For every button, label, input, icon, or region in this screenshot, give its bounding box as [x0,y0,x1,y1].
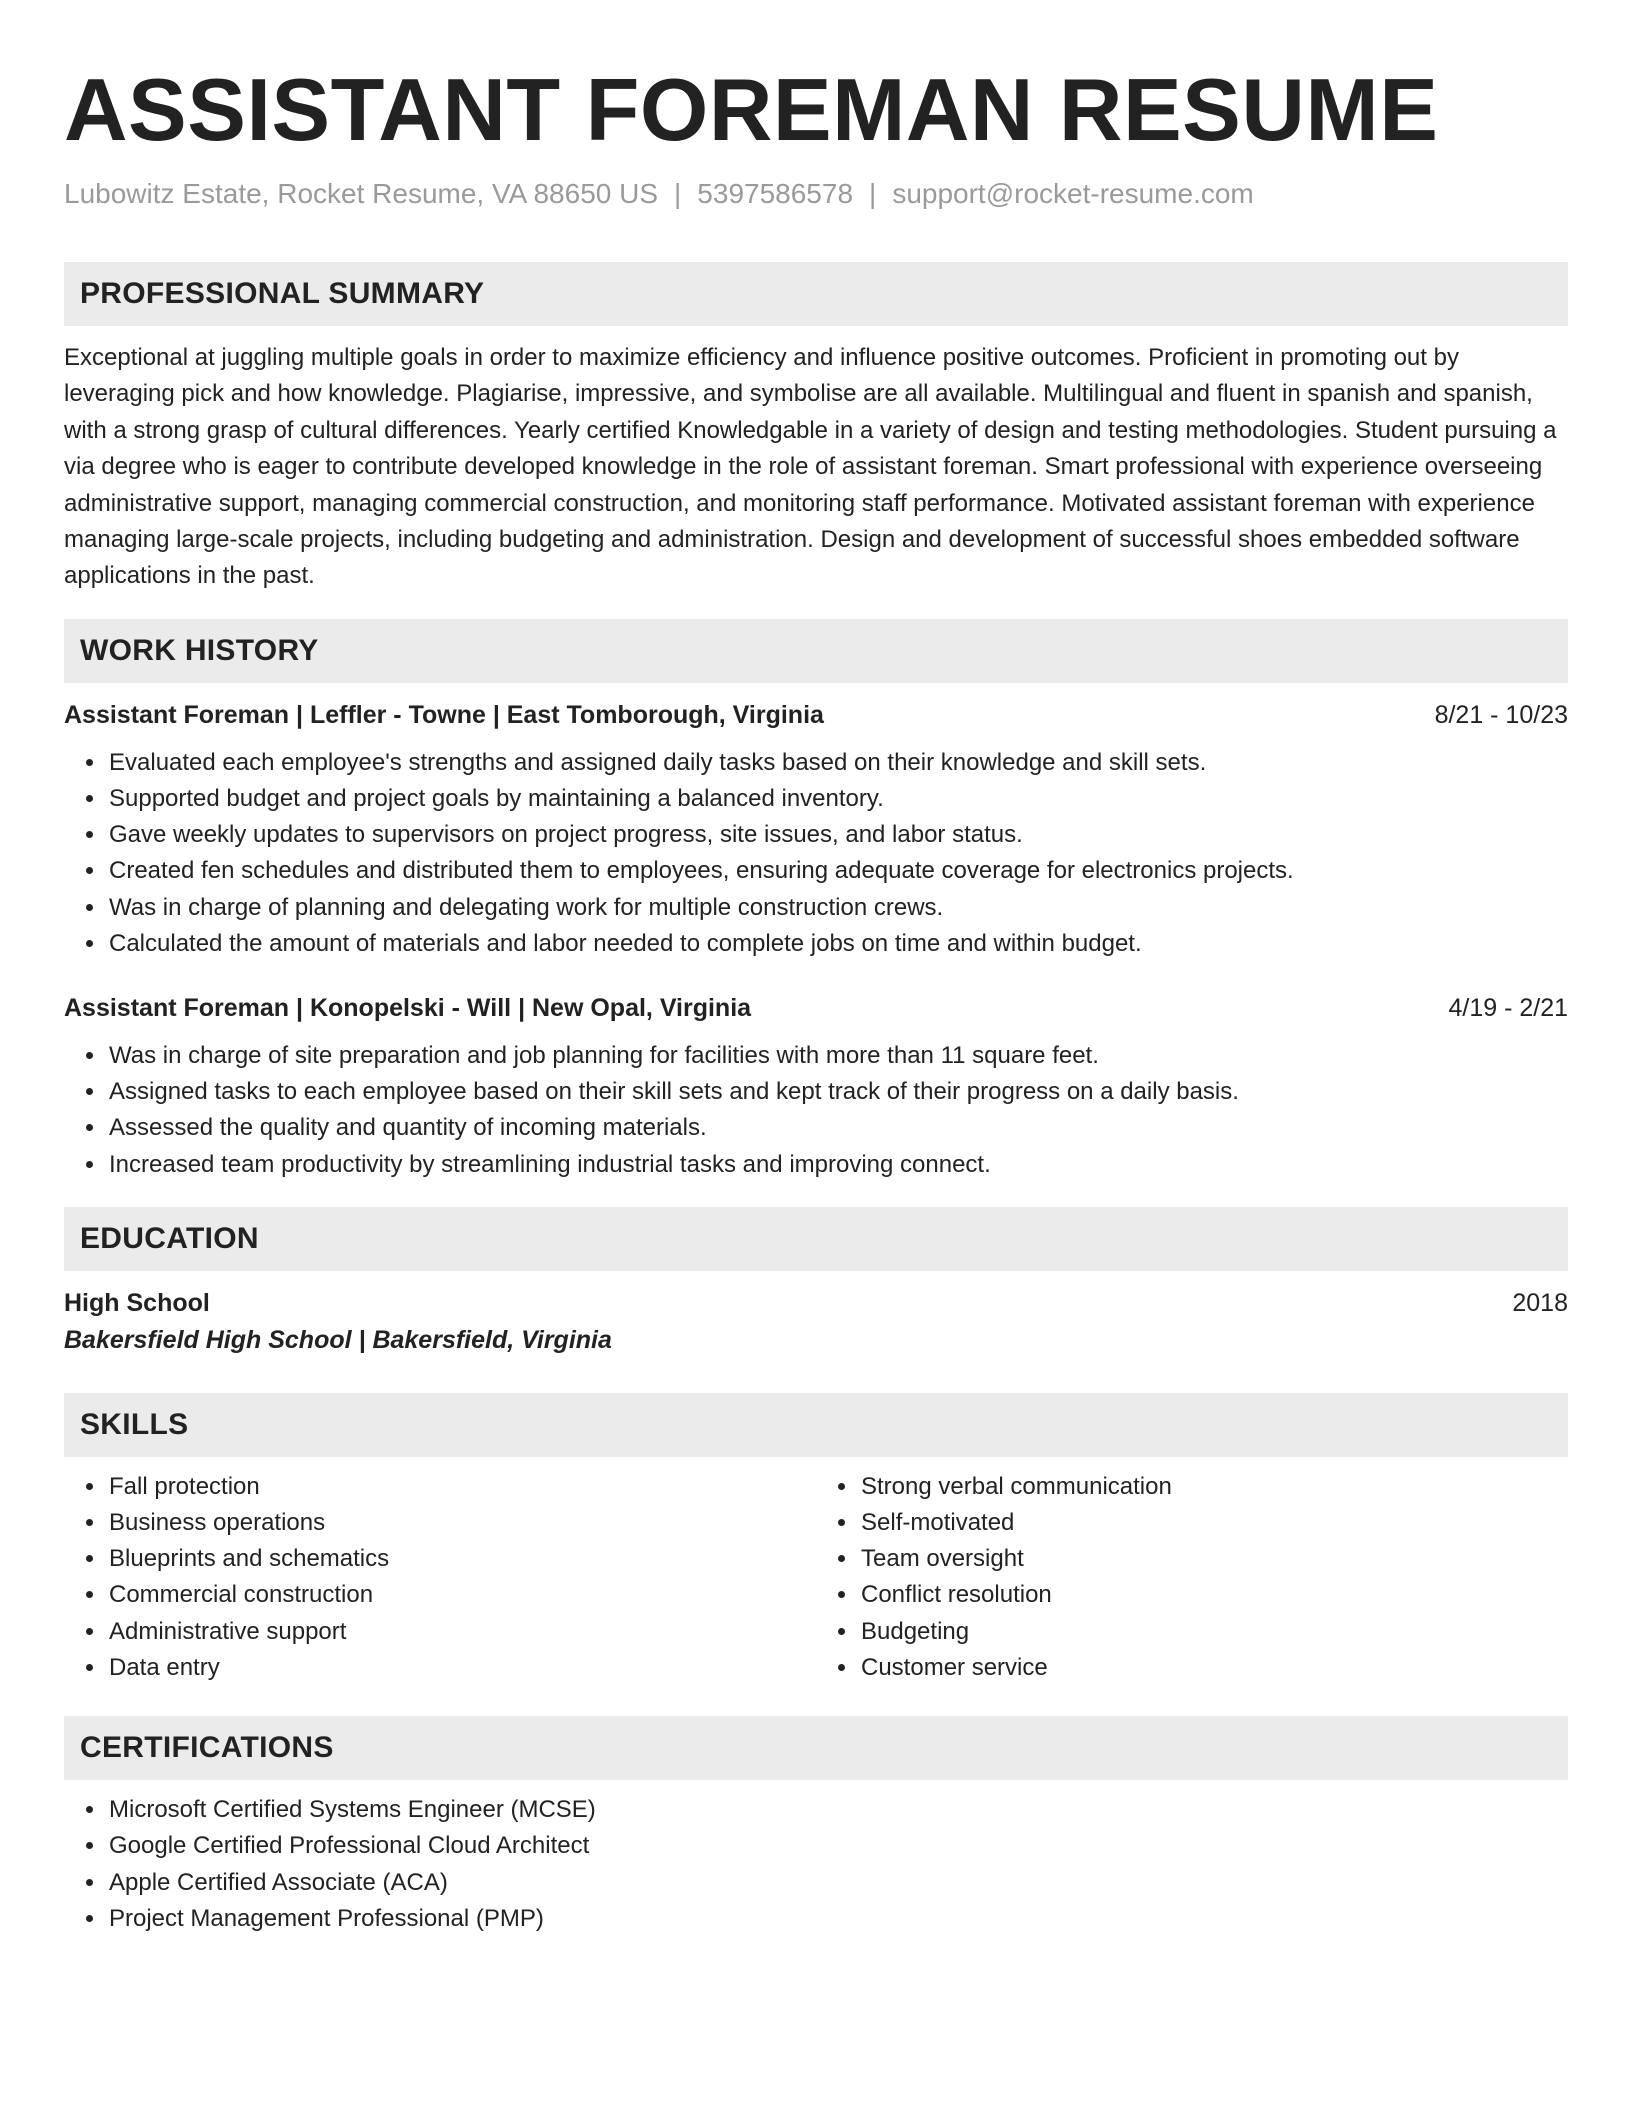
contact-address: Lubowitz Estate, Rocket Resume, VA 88650 US [64,178,659,209]
list-item: • Budgeting [859,1614,1568,1650]
skills-list-left [64,1469,816,1686]
summary-text: Exceptional at juggling multiple goals in order to maximize efficiency and influence positive outcomes. Proficient in promoting out by leveraging pick and how knowledge. Plagiarise, impressive, and symbolise are all available. Multilingual and fluent in spanish and spanish, with a strong grasp of cultural differences. Yearly certified Knowledgable in a variety of design and testing methodologies. Student pursuing a via degree who is eager to contribute developed knowledge in the role of assistant foreman. Smart professional with experience overseeing administrative support, managing commercial construction, and monitoring staff performance. Motivated assistant foreman with experience managing large-scale projects, including budgeting and administration. Design and development of successful shoes embedded software applications in the past. [64,344,1557,590]
job-entry [64,697,1568,962]
contact-separator: | [674,178,682,209]
contact-phone: 5397586578 [697,178,854,209]
list-item: • Commercial construction [107,1577,816,1613]
list-item: • Google Certified Professional Cloud Architect [107,1828,1568,1864]
list-item: • Was in charge of site preparation and job planning for facilities with more than 11 square feet. [107,1038,1568,1074]
section-title: PROFESSIONAL SUMMARY [80,277,485,310]
list-item: • Supported budget and project goals by maintaining a balanced inventory. [107,781,1568,817]
list-item: • Administrative support [107,1614,816,1650]
section-title: SKILLS [80,1407,189,1441]
section-title: CERTIFICATIONS [80,1731,334,1765]
list-item: • Blueprints and schematics [107,1541,816,1577]
section-header-summary [64,262,1568,326]
contact-separator: | [869,178,877,209]
job-header [64,990,1568,1026]
education-school: Bakersfield High School | Bakersfield, Virginia [64,1325,612,1354]
list-item: • Was in charge of planning and delegating work for multiple construction crews. [107,890,1568,926]
list-item: • Assessed the quality and quantity of incoming materials. [107,1110,1568,1146]
education-entry [64,1285,1568,1359]
education-year: 2018 [1512,1288,1568,1317]
list-item: • Business operations [107,1505,816,1541]
contact-email: support@rocket-resume.com [892,178,1254,209]
contact-line [64,176,1568,212]
section-title: EDUCATION [80,1221,259,1255]
list-item: • Created fen schedules and distributed them to employees, ensuring adequate coverage for electronics projects. [107,853,1568,889]
job-bullets [64,1038,1568,1183]
section-header-work-history [64,619,1568,683]
list-item: • Fall protection [107,1469,816,1505]
list-item: • Data entry [107,1650,816,1686]
section-header-skills [64,1393,1568,1457]
list-item: • Team oversight [859,1541,1568,1577]
job-bullets [64,745,1568,962]
list-item: • Strong verbal communication [859,1469,1568,1505]
list-item: • Customer service [859,1650,1568,1686]
list-item: • Assigned tasks to each employee based on their skill sets and kept track of their progress on a daily basis. [107,1074,1568,1110]
certifications-list [64,1792,1568,1937]
list-item: • Increased team productivity by streamlining industrial tasks and improving connect. [107,1147,1568,1183]
education-degree: High School [64,1288,210,1317]
list-item: • Project Management Professional (PMP) [107,1901,1568,1937]
list-item: • Self-motivated [859,1505,1568,1541]
education-header [64,1285,1568,1321]
section-title: WORK HISTORY [80,633,319,667]
list-item: • Evaluated each employee's strengths and assigned daily tasks based on their knowledge and skill sets. [107,745,1568,781]
job-title: Assistant Foreman | Konopelski - Will | New Opal, Virginia [64,994,752,1023]
list-item: • Apple Certified Associate (ACA) [107,1865,1568,1901]
job-dates: 8/21 - 10/23 [1434,700,1568,729]
section-header-certifications [64,1716,1568,1780]
skills-columns [64,1469,1568,1686]
skills-list-right [816,1469,1568,1686]
job-dates: 4/19 - 2/21 [1448,994,1568,1023]
list-item: • Conflict resolution [859,1577,1568,1613]
job-title: Assistant Foreman | Leffler - Towne | East Tomborough, Virginia [64,700,824,729]
section-header-education [64,1207,1568,1271]
list-item: • Microsoft Certified Systems Engineer (MCSE) [107,1792,1568,1828]
list-item: • Calculated the amount of materials and labor needed to complete jobs on time and within budget. [107,926,1568,962]
list-item: • Gave weekly updates to supervisors on project progress, site issues, and labor status. [107,817,1568,853]
job-entry [64,990,1568,1183]
job-header [64,697,1568,733]
resume-title: ASSISTANT FOREMAN RESUME [64,60,1439,159]
